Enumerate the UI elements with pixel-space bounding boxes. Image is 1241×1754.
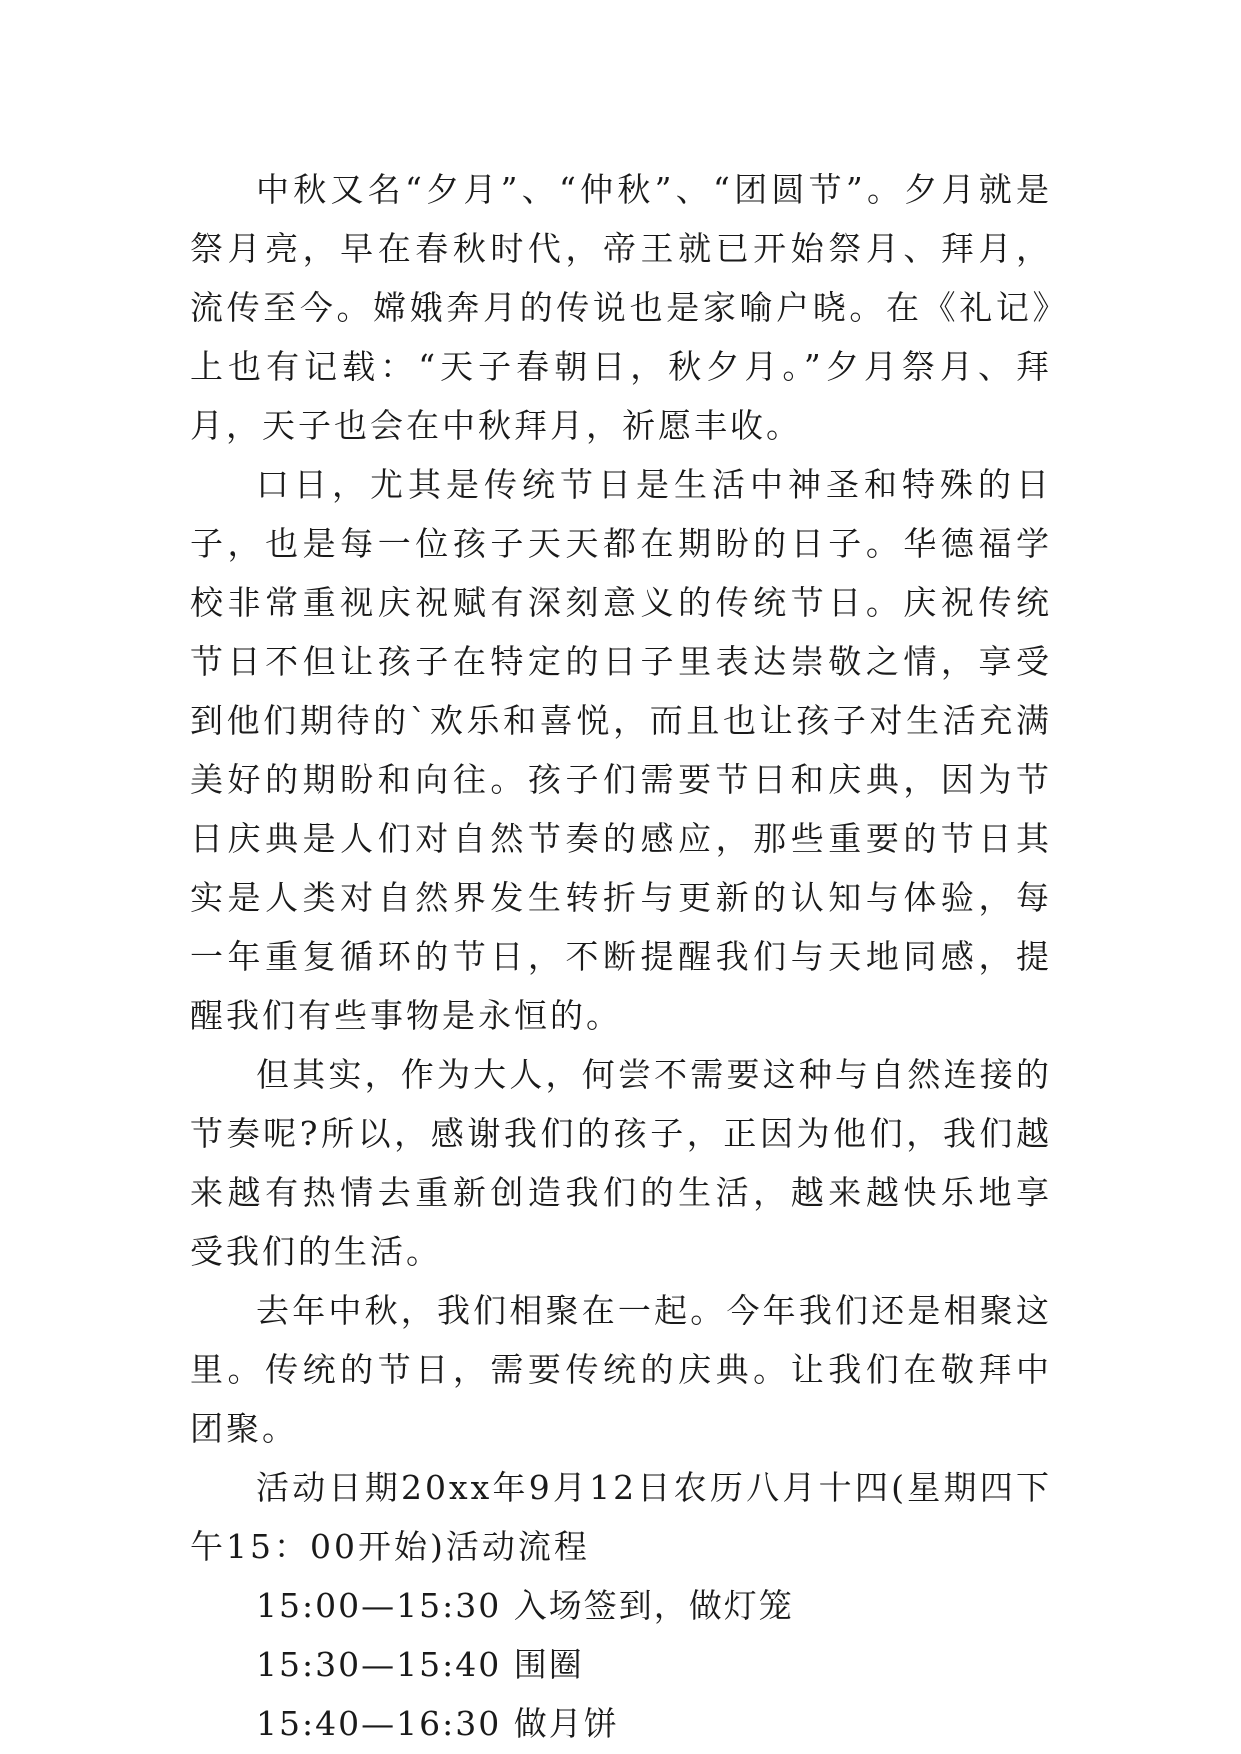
paragraph-adults-rhythm: 但其实，作为大人，何尝不需要这种与自然连接的节奏呢?所以，感谢我们的孩子，正因为他们，我们越来越有热情去重新创造我们的生活，越来越快乐地享受我们的生活。 xyxy=(190,1055,1052,1271)
document-body xyxy=(190,160,1052,1753)
paragraph-activity-date: 活动日期20xx年9月12日农历八月十四(星期四下午15：00开始)活动流程 xyxy=(190,1468,1052,1566)
schedule-item: 15:00—15:30 入场签到，做灯笼 xyxy=(256,1586,794,1625)
paragraph-gathering: 去年中秋，我们相聚在一起。今年我们还是相聚这里。传统的节日，需要传统的庆典。让我们在敬拜中团聚。 xyxy=(190,1291,1052,1448)
schedule-item: 15:40—16:30 做月饼 xyxy=(256,1704,619,1743)
activity-schedule xyxy=(190,1576,1052,1753)
paragraph-traditional-festivals: 口日，尤其是传统节日是生活中神圣和特殊的日子，也是每一位孩子天天都在期盼的日子。华德福学校非常重视庆祝赋有深刻意义的传统节日。庆祝传统节日不但让孩子在特定的日子里表达崇敬之情，享受到他们期待的`欢乐和喜悦，而且也让孩子对生活充满美好的期盼和向往。孩子们需要节日和庆典，因为节日庆典是人们对自然节奏的感应，那些重要的节日其实是人类对自然界发生转折与更新的认知与体验，每一年重复循环的节日，不断提醒我们与天地同感，提醒我们有些事物是永恒的。 xyxy=(190,465,1052,1035)
schedule-item: 15:30—15:40 围圈 xyxy=(256,1645,584,1684)
paragraph-mid-autumn-origin: 中秋又名“夕月”、“仲秋”、“团圆节”。夕月就是祭月亮，早在春秋时代，帝王就已开始祭月、拜月，流传至今。嫦娥奔月的传说也是家喻户晓。在《礼记》上也有记载：“天子春朝日，秋夕月。”夕月祭月、拜月，天子也会在中秋拜月，祈愿丰收。 xyxy=(190,170,1052,445)
